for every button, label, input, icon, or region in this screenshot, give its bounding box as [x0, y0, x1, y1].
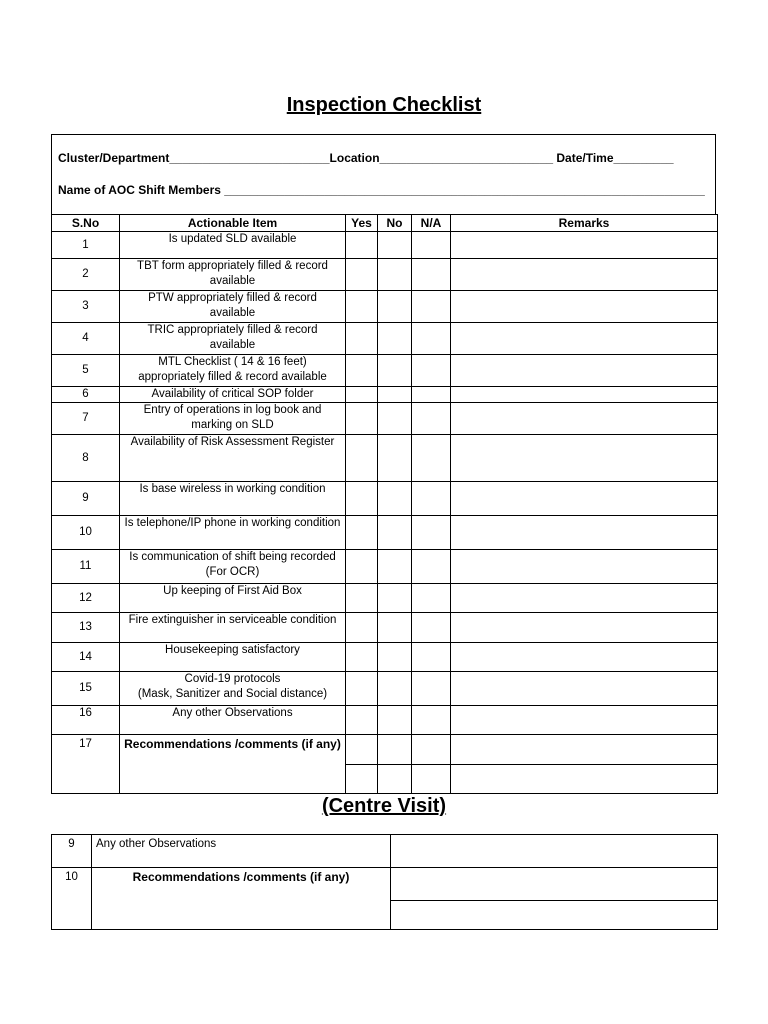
remarks-cell[interactable] [451, 584, 718, 613]
actionable-item: Fire extinguisher in serviceable condition [120, 613, 346, 643]
remarks-cell[interactable] [451, 516, 718, 550]
row-number: 14 [52, 643, 120, 672]
no-cell[interactable] [378, 613, 412, 643]
shift-members-line: Name of AOC Shift Members ________________________________________________________________________ [58, 183, 705, 197]
na-cell[interactable] [412, 403, 451, 435]
table-row [52, 259, 718, 291]
yes-cell[interactable] [346, 584, 378, 613]
row-number: 12 [52, 584, 120, 613]
visit-remarks-cell[interactable] [391, 835, 718, 868]
table-row [52, 735, 718, 765]
centre-visit-title: (Centre Visit) [321, 795, 447, 817]
row-number: 8 [52, 435, 120, 482]
row-number: 5 [52, 355, 120, 387]
actionable-item: Is base wireless in working condition [120, 482, 346, 516]
actionable-item: Is telephone/IP phone in working condition [120, 516, 346, 550]
na-cell[interactable] [412, 643, 451, 672]
row-number: 10 [52, 868, 92, 930]
table-row [52, 291, 718, 323]
table-row [52, 482, 718, 516]
remarks-cell[interactable] [451, 387, 718, 403]
no-cell[interactable] [378, 403, 412, 435]
col-header-yes: Yes [346, 215, 378, 232]
no-cell[interactable] [378, 550, 412, 584]
actionable-item: Up keeping of First Aid Box [120, 584, 346, 613]
visit-remarks-cell[interactable] [391, 901, 718, 930]
na-cell[interactable] [412, 435, 451, 482]
row-number: 9 [52, 482, 120, 516]
actionable-item: Availability of critical SOP folder [120, 387, 346, 403]
actionable-item: Availability of Risk Assessment Register [120, 435, 346, 482]
yes-cell[interactable] [346, 259, 378, 291]
remarks-cell[interactable] [451, 323, 718, 355]
row-number: 3 [52, 291, 120, 323]
header-info-box [51, 134, 716, 214]
no-cell[interactable] [378, 735, 412, 765]
visit-remarks-cell[interactable] [391, 868, 718, 901]
table-row [52, 355, 718, 387]
table-row [52, 232, 718, 259]
checklist-table [51, 214, 718, 794]
yes-cell[interactable] [346, 672, 378, 706]
remarks-cell[interactable] [451, 735, 718, 765]
na-cell[interactable] [412, 735, 451, 765]
yes-cell[interactable] [346, 706, 378, 735]
row-number: 7 [52, 403, 120, 435]
no-cell[interactable] [378, 323, 412, 355]
actionable-item: Housekeeping satisfactory [120, 643, 346, 672]
remarks-cell[interactable] [451, 482, 718, 516]
table-row [52, 706, 718, 735]
row-number: 9 [52, 835, 92, 868]
no-cell[interactable] [378, 584, 412, 613]
remarks-cell[interactable] [451, 259, 718, 291]
page-title: Inspection Checklist [286, 94, 482, 116]
yes-cell[interactable] [346, 482, 378, 516]
row-number: 4 [52, 323, 120, 355]
na-cell[interactable] [412, 672, 451, 706]
cluster-location-date-line: Cluster/Department________________________Location__________________________ Date/Time_________ [58, 151, 674, 165]
yes-cell[interactable] [346, 516, 378, 550]
yes-cell[interactable] [346, 765, 378, 794]
table-row [52, 643, 718, 672]
table-row [52, 550, 718, 584]
table-row [52, 403, 718, 435]
item-line-1: Covid-19 protocols [184, 673, 281, 685]
remarks-cell[interactable] [451, 613, 718, 643]
remarks-cell[interactable] [451, 643, 718, 672]
na-cell[interactable] [412, 291, 451, 323]
visit-item: Any other Observations [92, 835, 391, 868]
remarks-cell[interactable] [451, 232, 718, 259]
na-cell[interactable] [412, 550, 451, 584]
yes-cell[interactable] [346, 550, 378, 584]
no-cell[interactable] [378, 706, 412, 735]
na-cell[interactable] [412, 387, 451, 403]
remarks-cell[interactable] [451, 403, 718, 435]
na-cell[interactable] [412, 482, 451, 516]
no-cell[interactable] [378, 482, 412, 516]
remarks-cell[interactable] [451, 706, 718, 735]
no-cell[interactable] [378, 232, 412, 259]
yes-cell[interactable] [346, 387, 378, 403]
actionable-item: Any other Observations [120, 706, 346, 735]
no-cell[interactable] [378, 355, 412, 387]
row-number: 2 [52, 259, 120, 291]
actionable-item: MTL Checklist ( 14 & 16 feet) appropriately filled & record available [120, 355, 346, 387]
table-header-row [52, 215, 718, 232]
remarks-cell[interactable] [451, 550, 718, 584]
actionable-item: TRIC appropriately filled & record available [120, 323, 346, 355]
no-cell[interactable] [378, 387, 412, 403]
no-cell[interactable] [378, 516, 412, 550]
actionable-item: PTW appropriately filled & record available [120, 291, 346, 323]
no-cell[interactable] [378, 643, 412, 672]
na-cell[interactable] [412, 765, 451, 794]
na-cell[interactable] [412, 355, 451, 387]
table-row [52, 672, 718, 706]
col-header-item: Actionable Item [120, 215, 346, 232]
table-row [52, 613, 718, 643]
na-cell[interactable] [412, 706, 451, 735]
no-cell[interactable] [378, 259, 412, 291]
remarks-cell[interactable] [451, 435, 718, 482]
remarks-cell[interactable] [451, 672, 718, 706]
actionable-item [120, 672, 346, 706]
yes-cell[interactable] [346, 643, 378, 672]
yes-cell[interactable] [346, 613, 378, 643]
row-number: 10 [52, 516, 120, 550]
actionable-item: Is communication of shift being recorded (For OCR) [120, 550, 346, 584]
recommendations-label: Recommendations /comments (if any) [120, 735, 346, 794]
yes-cell[interactable] [346, 323, 378, 355]
na-cell[interactable] [412, 584, 451, 613]
na-cell[interactable] [412, 259, 451, 291]
table-row [52, 435, 718, 482]
col-header-na: N/A [412, 215, 451, 232]
no-cell[interactable] [378, 672, 412, 706]
table-row [52, 835, 718, 868]
yes-cell[interactable] [346, 403, 378, 435]
row-number: 15 [52, 672, 120, 706]
table-row [52, 868, 718, 901]
yes-cell[interactable] [346, 435, 378, 482]
row-number: 6 [52, 387, 120, 403]
table-row [52, 584, 718, 613]
yes-cell[interactable] [346, 735, 378, 765]
item-line-2: (Mask, Sanitizer and Social distance) [137, 688, 328, 700]
na-cell[interactable] [412, 516, 451, 550]
no-cell[interactable] [378, 765, 412, 794]
row-number: 17 [52, 735, 120, 794]
centre-visit-table [51, 834, 718, 930]
no-cell[interactable] [378, 291, 412, 323]
yes-cell[interactable] [346, 291, 378, 323]
row-number: 1 [52, 232, 120, 259]
yes-cell[interactable] [346, 355, 378, 387]
col-header-no: No [378, 215, 412, 232]
na-cell[interactable] [412, 323, 451, 355]
no-cell[interactable] [378, 435, 412, 482]
table-row [52, 323, 718, 355]
visit-recommendations-label: Recommendations /comments (if any) [92, 868, 391, 930]
table-row [52, 387, 718, 403]
actionable-item: Is updated SLD available [120, 232, 346, 259]
na-cell[interactable] [412, 613, 451, 643]
remarks-cell[interactable] [451, 765, 718, 794]
na-cell[interactable] [412, 232, 451, 259]
yes-cell[interactable] [346, 232, 378, 259]
row-number: 11 [52, 550, 120, 584]
actionable-item: TBT form appropriately filled & record available [120, 259, 346, 291]
actionable-item: Entry of operations in log book and marking on SLD [120, 403, 346, 435]
table-row [52, 516, 718, 550]
col-header-sno: S.No [52, 215, 120, 232]
remarks-cell[interactable] [451, 355, 718, 387]
remarks-cell[interactable] [451, 291, 718, 323]
row-number: 13 [52, 613, 120, 643]
col-header-remarks: Remarks [451, 215, 718, 232]
row-number: 16 [52, 706, 120, 735]
